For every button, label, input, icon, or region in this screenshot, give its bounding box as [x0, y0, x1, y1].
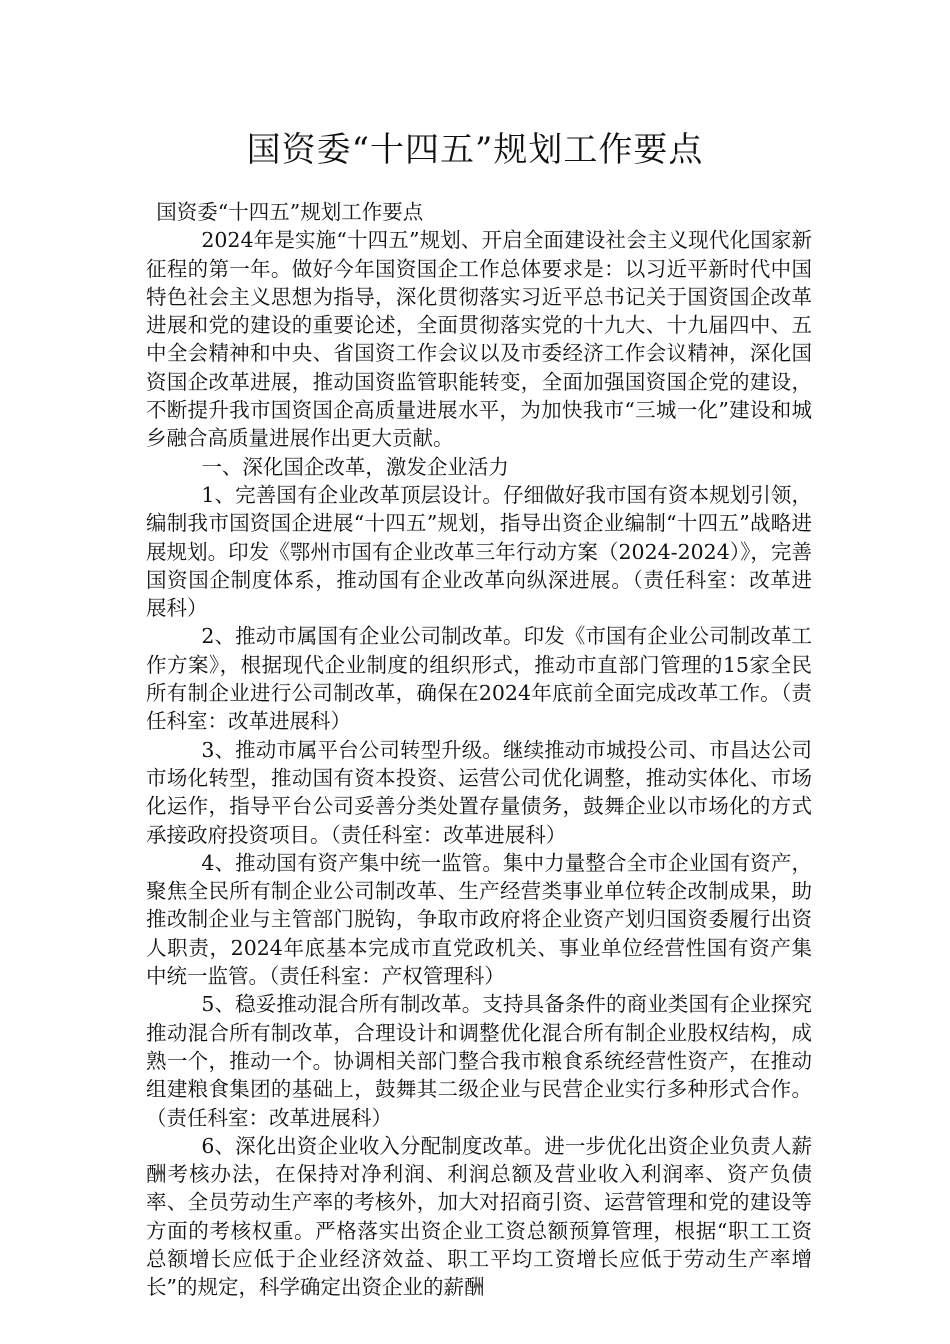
item-paragraph-5: 5、稳妥推动混合所有制改革。支持具备条件的商业类国有企业探究推动混合所有制改革，合理设计和调整优化混合所有制企业股权结构，成熟一个，推动一个。协调相关部门整合我市粮食系统经营性资产，在推动组建粮食集团的基础上，鼓舞其二级企业与民营企业实行多种形式合作。（责任科室：改革进展科）	[146, 992, 812, 1130]
item-paragraph-2: 2、推动市属国有企业公司制改革。印发《市国有企业公司制改革工作方案》，根据现代企业制度的组织形式，推动市直部门管理的15家全民所有制企业进行公司制改革，确保在2024年底前全面完成改革工作。（责任科室：改革进展科）	[146, 624, 812, 734]
item-paragraph-4: 4、推动国有资产集中统一监管。集中力量整合全市企业国有资产，聚焦全民所有制企业公司制改革、生产经营类事业单位转企改制成果，助推改制企业与主管部门脱钩，争取市政府将企业资产划归国资委履行出资人职责，2024年底基本完成市直党政机关、事业单位经营性国有资产集中统一监管。（责任科室：产权管理科）	[146, 850, 812, 989]
item-paragraph-3: 3、推动市属平台公司转型升级。继续推动市城投公司、市昌达公司市场化转型，推动国有资本投资、运营公司优化调整，推动实体化、市场化运作，指导平台公司妥善分类处置存量债务，鼓舞企业以市场化的方式承接政府投资项目。（责任科室：改革进展科）	[146, 737, 812, 847]
section-heading: 一、深化国企改革，激发企业活力	[201, 454, 509, 479]
document-body	[146, 198, 812, 1302]
intro-paragraph: 2024年是实施“十四五”规划、开启全面建设社会主义现代化国家新征程的第一年。做好今年国资国企工作总体要求是：以习近平新时代中国特色社会主义思想为指导，深化贯彻落实习近平总书记关于国资国企改革进展和党的建设的重要论述，全面贯彻落实党的十九大、十九届四中、五中全会精神和中央、省国资工作会议以及市委经济工作会议精神，深化国资国企改革进展，推动国资监管职能转变，全面加强国资国企党的建设，不断提升我市国资国企高质量进展水平，为加快我市“三城一化”建设和城乡融合高质量进展作出更大贡献。	[146, 228, 812, 451]
document-title: 国资委“十四五”规划工作要点	[246, 130, 704, 170]
item-paragraph-1: 1、完善国有企业改革顶层设计。仔细做好我市国有资本规划引领，编制我市国资国企进展“十四五”规划，指导出资企业编制“十四五”战略进展规划。印发《鄂州市国有企业改革三年行动方案（2024-2024）》，完善国资国企制度体系，推动国有企业改革向纵深进展。（责任科室：改革进展科）	[146, 482, 812, 621]
document-subtitle: 国资委“十四五”规划工作要点	[156, 200, 424, 224]
item-paragraph-6: 6、深化出资企业收入分配制度改革。进一步优化出资企业负责人薪酬考核办法，在保持对净利润、利润总额及营业收入利润率、资产负债率、全员劳动生产率的考核外，加大对招商引资、运营管理和党的建设等方面的考核权重。严格落实出资企业工资总额预算管理，根据“职工工资总额增长应低于企业经济效益、职工平均工资增长应低于劳动生产率增长”的规定，科学确定出资企业的薪酬	[146, 1133, 812, 1300]
